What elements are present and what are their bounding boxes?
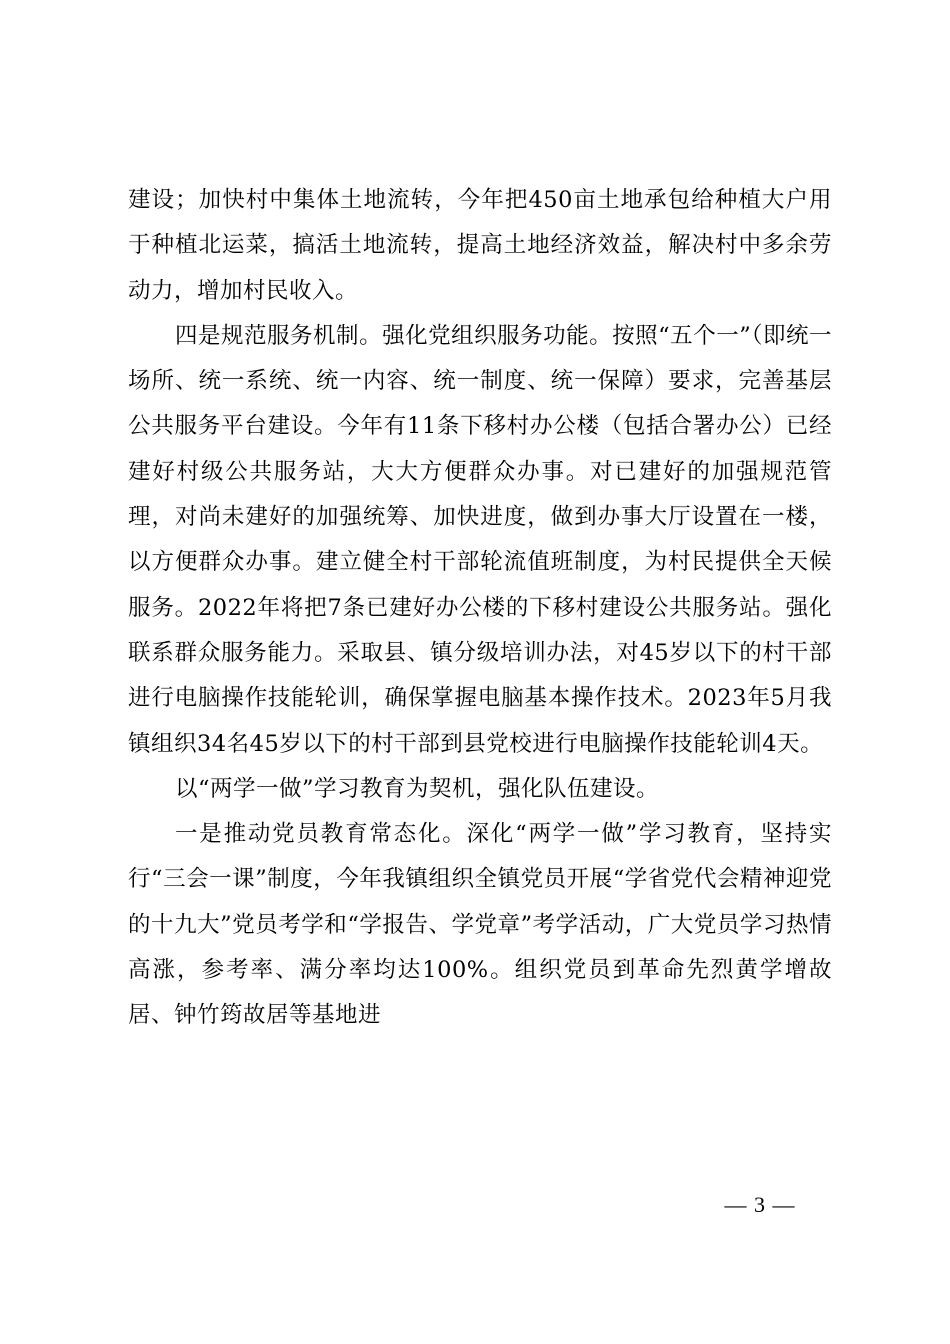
paragraph-land-transfer: 建设；加快村中集体土地流转，今年把450亩土地承包给种植大户用于种植北运菜，搞活土地流转，提高土地经济效益，解决村中多余劳动力，增加村民收入。: [128, 187, 832, 304]
document-body: [128, 178, 832, 1039]
paragraph-party-education: 一是推动党员教育常态化。深化“两学一做”学习教育，坚持实行“三会一课”制度，今年我镇组织全镇党员开展“学省党代会精神迎党的十九大”党员考学和“学报告、学党章”考学活动，广大党员学习热情高涨，参考率、满分率均达100%。组织党员到革命先烈黄学增故居、钟竹筠故居等基地进: [128, 821, 832, 1029]
paragraph-service-mechanism: 四是规范服务机制。强化党组织服务功能。按照“五个一”（即统一场所、统一系统、统一内容、统一制度、统一保障）要求，完善基层公共服务平台建设。今年有11条下移村办公楼（包括合署办公）已经建好村级公共服务站，大大方便群众办事。对已建好的加强规范管理，对尚未建好的加强统筹、加快进度，做到办事大厅设置在一楼，以方便群众办事。建立健全村干部轮流值班制度，为村民提供全天候服务。2022年将把7条已建好办公楼的下移村建设公共服务站。强化联系群众服务能力。采取县、镇分级培训办法，对45岁以下的村干部进行电脑操作技能轮训，确保掌握电脑基本操作技术。2023年5月我镇组织34名45岁以下的村干部到县党校进行电脑操作技能轮训4天。: [128, 322, 832, 757]
paragraph-team-building-heading: 以“两学一做”学习教育为契机，强化队伍建设。: [175, 775, 660, 802]
page-number: — 3 —: [724, 1192, 796, 1217]
